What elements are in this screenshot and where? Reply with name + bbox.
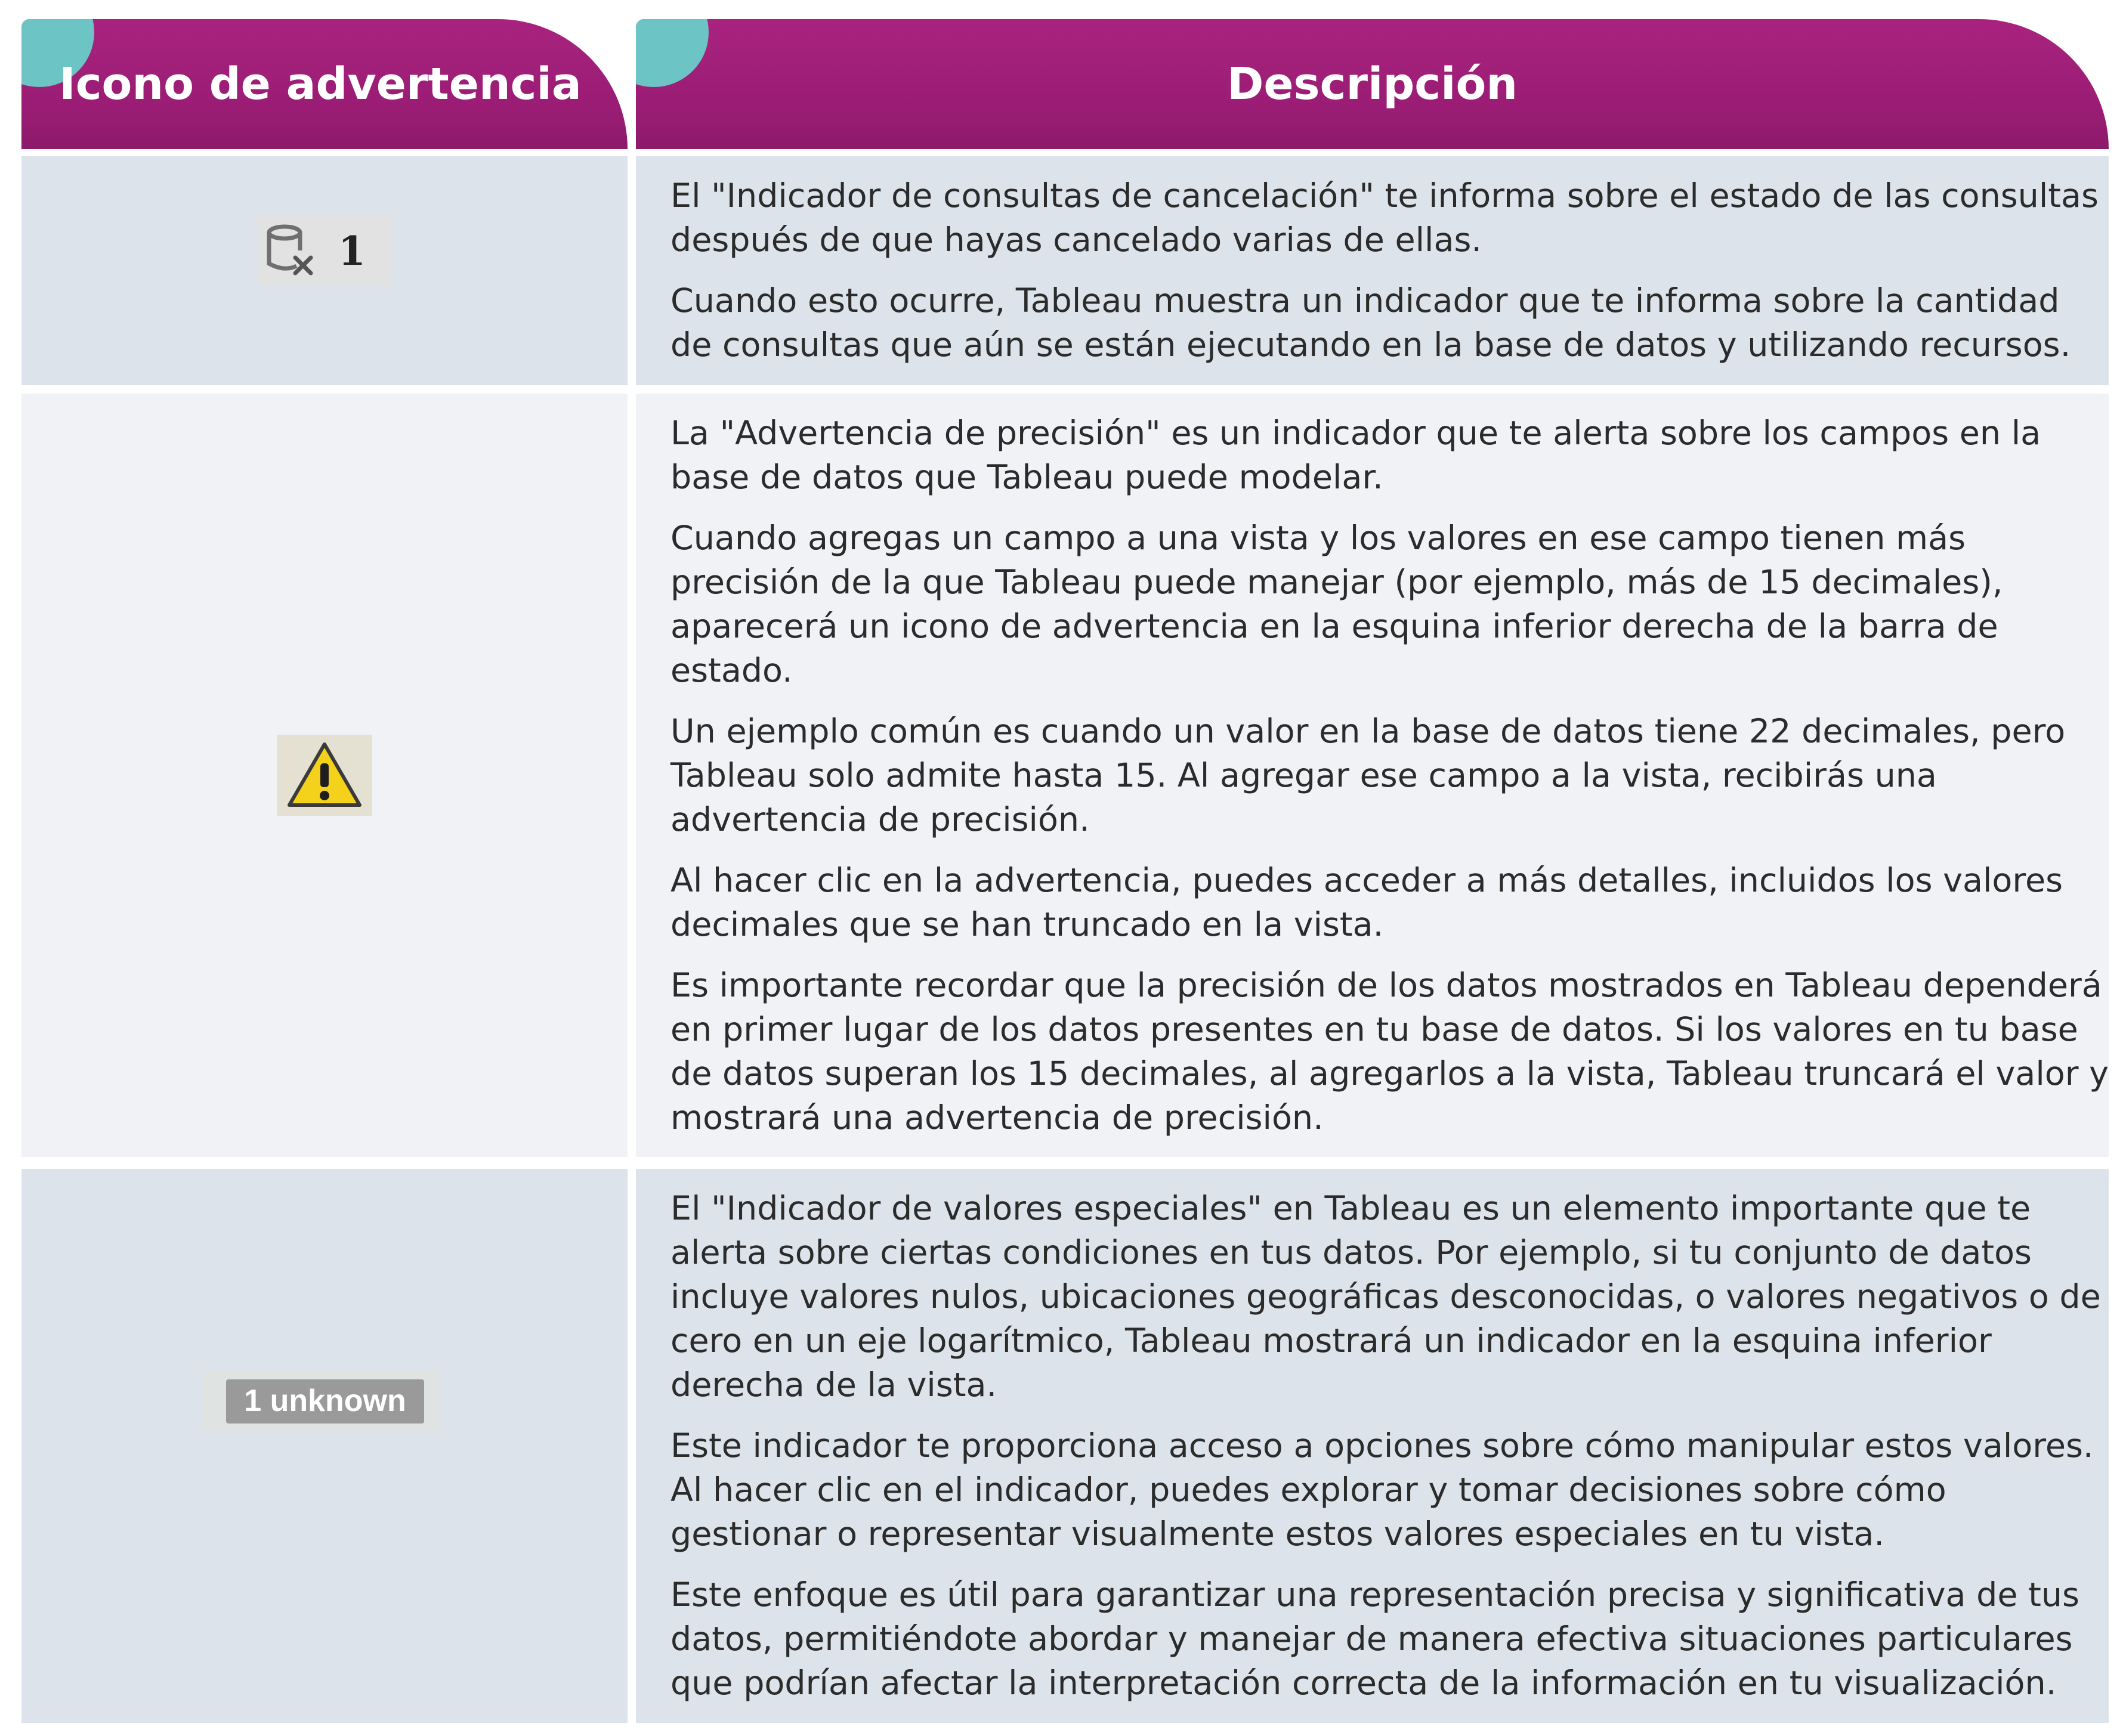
cancel-queries-icon (257, 215, 392, 285)
header-icon-column (21, 19, 628, 149)
unknown-values-label: 1 unknown (226, 1379, 424, 1424)
paragraph: La "Advertencia de precisión" es un indicador que te alerta sobre los campos en la base de datos que Tableau puede modelar. (670, 414, 2041, 497)
paragraph: Cuando esto ocurre, Tableau muestra un indicador que te informa sobre la cantidad de consultas que aún se están ejecutando en la base de datos y utilizando recursos. (670, 281, 2071, 364)
unknown-values-badge (203, 1371, 440, 1432)
header-icon-label: Icono de advertencia (59, 58, 582, 110)
table-row-2-description-cell (636, 394, 2109, 1157)
warning-triangle-icon (277, 735, 372, 816)
pending-queries-count: 1 (338, 228, 366, 274)
paragraph: Al hacer clic en la advertencia, puedes acceder a más detalles, incluidos los valores decimales que se han truncado en la vista. (670, 861, 2063, 944)
paragraph: Es importante recordar que la precisión de los datos mostrados en Tableau dependerá en primer lugar de los datos presentes en tu base de datos. Si los valores en tu base de datos superan los 15 decimales, al agregarlos a la vista, Tableau truncará el valor y mostrará una advertencia de precisión. (670, 966, 2109, 1137)
database-cancel-icon (257, 215, 335, 285)
paragraph: Un ejemplo común es cuando un valor en la base de datos tiene 22 decimales, pero Tableau solo admite hasta 15. Al agregar ese campo a la vista, recibirás una advertencia de precisión. (670, 712, 2066, 839)
table-row-1-icon-cell (21, 156, 628, 385)
table-row-2-icon-cell (21, 394, 628, 1157)
header-description-column (636, 19, 2109, 149)
paragraph: Este indicador te proporciona acceso a opciones sobre cómo manipular estos valores. Al hacer clic en el indicador, puedes explorar y tomar decisiones sobre cómo gestionar o representar visualmente estos valores especiales en tu vista. (670, 1426, 2094, 1554)
paragraph: El "Indicador de valores especiales" en Tableau es un elemento importante que te alerta sobre ciertas condiciones en tus datos. Por ejemplo, si tu conjunto de datos incluye valores nulos, ubicaciones geográficas desconocidas, o valores negativos o de cero en un eje logarítmico, Tableau mostrará un indicador en la esquina inferior derecha de la vista. (670, 1189, 2101, 1404)
header-accent-shape (636, 19, 709, 87)
paragraph: El "Indicador de consultas de cancelación" te informa sobre el estado de las consultas después de que hayas cancelado varias de ellas. (670, 177, 2099, 259)
table-row-3-icon-cell (21, 1169, 628, 1723)
paragraph: Este enfoque es útil para garantizar una representación precisa y significativa de tus datos, permitiéndote abordar y manejar de manera efectiva situaciones particulares que podrían afectar la interpretación correcta de la información en tu visualización. (670, 1576, 2079, 1703)
header-description-label: Descripción (1226, 58, 1518, 110)
table-row-1-description-cell (636, 156, 2109, 385)
paragraph: Cuando agregas un campo a una vista y los valores en ese campo tienen más precisión de la que Tableau puede manejar (por ejemplo, más de 15 decimales), aparecerá un icono de advertencia en la esquina inferior derecha de la barra de estado. (670, 519, 2003, 690)
table-row-3-description-cell (636, 1169, 2109, 1723)
